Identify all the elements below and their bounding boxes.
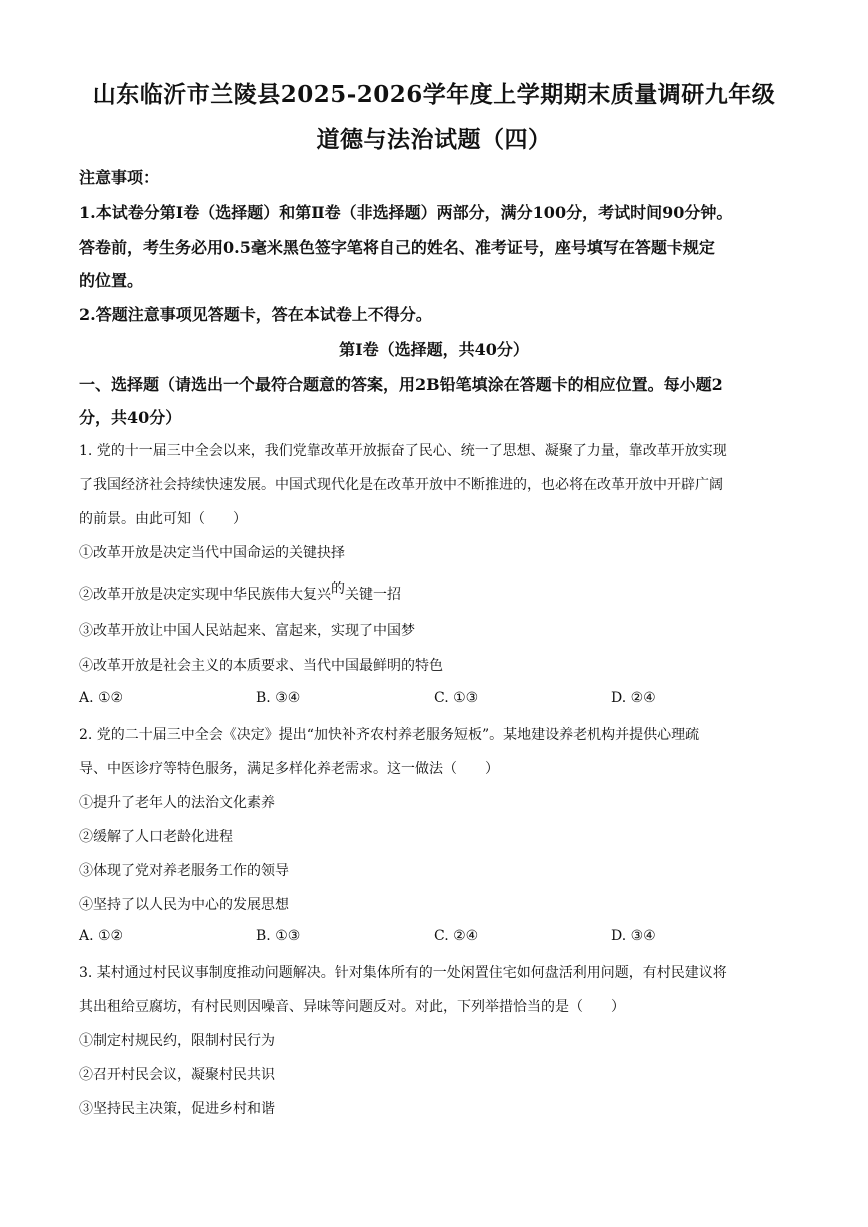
q2-option-c[interactable]: C. ②④ xyxy=(434,928,479,944)
q1-stem: 了我国经济社会持续快速发展。中国式现代化是在改革开放中不断推进的，也必将在改革开放中开辟广阔 xyxy=(79,477,723,493)
q1-item: ③改革开放让中国人民站起来、富起来，实现了中国梦 xyxy=(79,623,415,639)
notice-line: 2.答题注意事项见答题卡，答在本试卷上不得分。 xyxy=(79,305,432,324)
q1-option-b[interactable]: B. ③④ xyxy=(256,690,301,706)
q1-item2-text: 关键一招 xyxy=(345,587,401,603)
notice-line: 1.本试卷分第Ⅰ卷（选择题）和第Ⅱ卷（非选择题）两部分，满分100分，考试时间90分钟。 xyxy=(79,203,733,222)
q1-option-c[interactable]: C. ①③ xyxy=(434,690,479,706)
q2-item: ②缓解了人口老龄化进程 xyxy=(79,829,233,845)
q2-option-d[interactable]: D. ③④ xyxy=(611,928,656,944)
notice-line: 的位置。 xyxy=(79,271,144,290)
q2-item: ③体现了党对养老服务工作的领导 xyxy=(79,863,289,879)
q1-item2-superscript: 的 xyxy=(331,581,345,597)
section-title: 第Ⅰ卷（选择题，共40分） xyxy=(339,340,529,359)
q2-item: ①提升了老年人的法治文化素养 xyxy=(79,795,275,811)
q1-stem: 的前景。由此可知（ ） xyxy=(79,511,247,527)
q2-stem: 导、中医诊疗等特色服务，满足多样化养老需求。这一做法（ ） xyxy=(79,761,499,777)
q3-item: ③坚持民主决策，促进乡村和谐 xyxy=(79,1101,275,1117)
q1-item xyxy=(79,581,401,604)
q2-option-a[interactable]: A. ①② xyxy=(79,928,124,944)
q1-option-a[interactable]: A. ①② xyxy=(79,690,124,706)
q2-item: ④坚持了以人民为中心的发展思想 xyxy=(79,897,289,913)
q1-item: ①改革开放是决定当代中国命运的关键抉择 xyxy=(79,545,345,561)
q3-stem: 3. 某村通过村民议事制度推动问题解决。针对集体所有的一处闲置住宅如何盘活利用问题，有村民建议将 xyxy=(79,965,727,981)
q1-option-d[interactable]: D. ②④ xyxy=(611,690,656,706)
q1-item2-text: ②改革开放是决定实现中华民族伟大复兴 xyxy=(79,587,331,603)
q3-item: ①制定村规民约，限制村民行为 xyxy=(79,1033,275,1049)
exam-title-line1: 山东临沂市兰陵县2025-2026学年度上学期期末质量调研九年级 xyxy=(92,81,776,108)
exam-title-line2: 道德与法治试题（四） xyxy=(316,126,552,153)
part-heading: 分，共40分） xyxy=(79,408,182,427)
q1-item: ④改革开放是社会主义的本质要求、当代中国最鲜明的特色 xyxy=(79,658,443,674)
notice-line: 答卷前，考生务必用0.5毫米黑色签字笔将自己的姓名、准考证号，座号填写在答题卡规定 xyxy=(79,238,715,257)
part-heading: 一、选择题（请选出一个最符合题意的答案，用2B铅笔填涂在答题卡的相应位置。每小题2 xyxy=(79,375,723,394)
notice-heading: 注意事项： xyxy=(79,168,160,187)
q3-item: ②召开村民会议，凝聚村民共识 xyxy=(79,1067,275,1083)
q2-stem: 2. 党的二十届三中全会《决定》提出“加快补齐农村养老服务短板”。某地建设养老机构并提供心理疏 xyxy=(79,727,700,743)
q2-option-b[interactable]: B. ①③ xyxy=(256,928,301,944)
q3-stem: 其出租给豆腐坊，有村民则因噪音、异味等问题反对。对此，下列举措恰当的是（ ） xyxy=(79,999,625,1015)
q1-stem: 1. 党的十一届三中全会以来，我们党靠改革开放振奋了民心、统一了思想、凝聚了力量，靠改革开放实现 xyxy=(79,443,727,459)
